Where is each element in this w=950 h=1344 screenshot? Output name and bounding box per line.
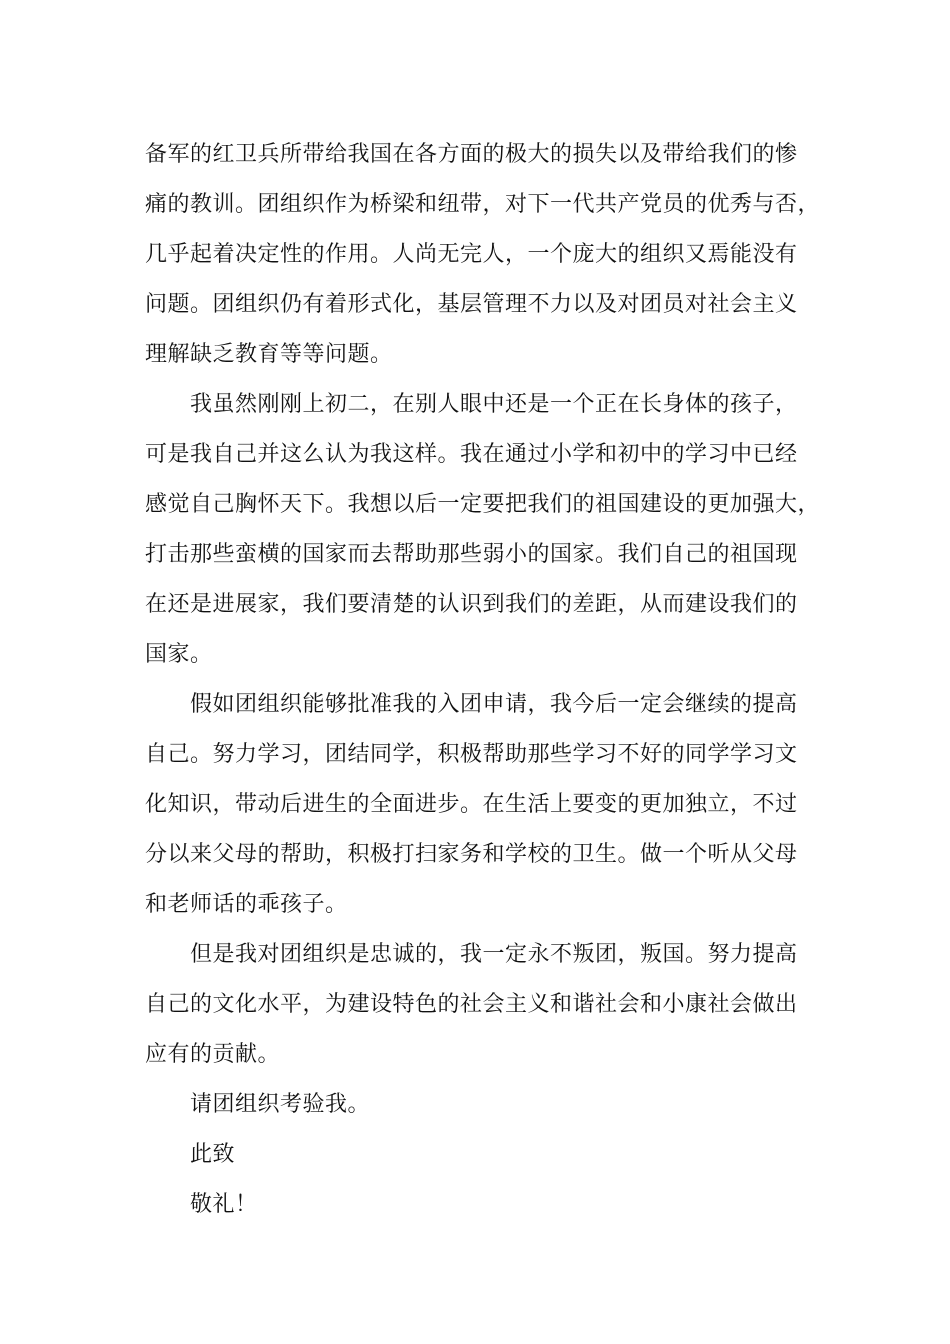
text-line: 应有的贡献。 bbox=[145, 1042, 281, 1067]
text-line: 备军的红卫兵所带给我国在各方面的极大的损失以及带给我们的惨 bbox=[145, 142, 798, 167]
closing-salutation: 此致 bbox=[190, 1142, 236, 1167]
text-line: 分以来父母的帮助，积极打扫家务和学校的卫生。做一个听从父母 bbox=[145, 842, 798, 867]
text-line: 几乎起着决定性的作用。人尚无完人，一个庞大的组织又焉能没有 bbox=[145, 242, 798, 267]
paragraph-start-line: 假如团组织能够批准我的入团申请，我今后一定会继续的提高 bbox=[190, 692, 798, 717]
document-body bbox=[145, 130, 825, 1230]
text-line: 和老师话的乖孩子。 bbox=[145, 892, 348, 917]
text-line: 国家。 bbox=[145, 642, 213, 667]
text-line: 自己。努力学习，团结同学，积极帮助那些学习不好的同学学习文 bbox=[145, 742, 798, 767]
text-line: 打击那些蛮横的国家而去帮助那些弱小的国家。我们自己的祖国现 bbox=[145, 542, 798, 567]
text-line: 痛的教训。团组织作为桥梁和纽带，对下一代共产党员的优秀与否， bbox=[145, 192, 821, 217]
text-line: 感觉自己胸怀天下。我想以后一定要把我们的祖国建设的更加强大， bbox=[145, 492, 821, 517]
text-line: 在还是进展家，我们要清楚的认识到我们的差距，从而建设我们的 bbox=[145, 592, 798, 617]
paragraph-start-line: 但是我对团组织是忠诚的，我一定永不叛团，叛国。努力提高 bbox=[190, 942, 798, 967]
text-line: 自己的文化水平，为建设特色的社会主义和谐社会和小康社会做出 bbox=[145, 992, 798, 1017]
closing-request: 请团组织考验我。 bbox=[190, 1092, 371, 1117]
text-line: 可是我自己并这么认为我这样。我在通过小学和初中的学习中已经 bbox=[145, 442, 798, 467]
text-line: 化知识，带动后进生的全面进步。在生活上要变的更加独立，不过 bbox=[145, 792, 798, 817]
text-line: 理解缺乏教育等等问题。 bbox=[145, 342, 393, 367]
closing-regards: 敬礼！ bbox=[190, 1192, 258, 1217]
text-line: 问题。团组织仍有着形式化，基层管理不力以及对团员对社会主义 bbox=[145, 292, 798, 317]
paragraph-start-line: 我虽然刚刚上初二，在别人眼中还是一个正在长身体的孩子， bbox=[190, 392, 798, 417]
